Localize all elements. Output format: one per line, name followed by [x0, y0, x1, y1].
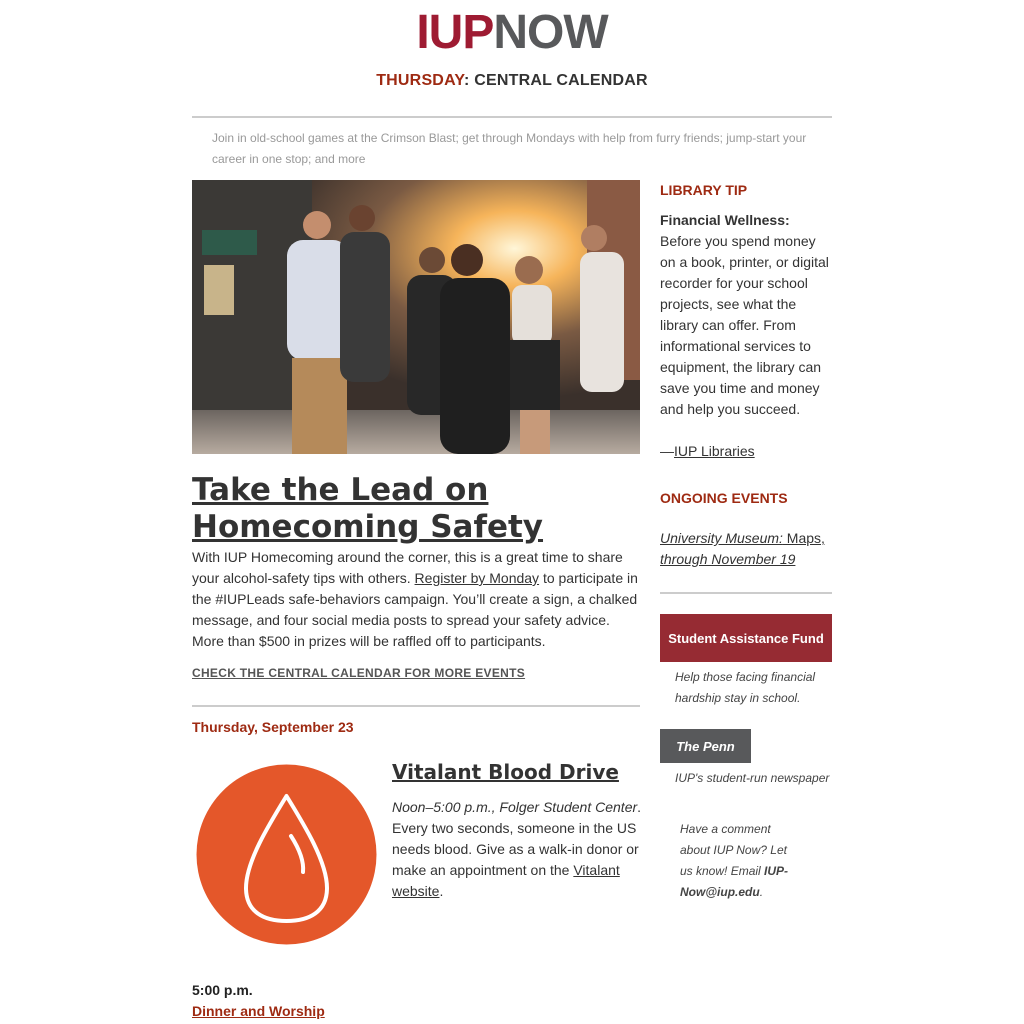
divider: [660, 592, 832, 594]
issue-subtitle: [0, 72, 1024, 90]
student-assistance-fund-description: Help those facing financial hardship stay in school.: [675, 670, 816, 705]
library-tip-heading: LIBRARY TIP: [660, 182, 748, 198]
feedback-text-2: .: [759, 885, 764, 899]
iupnow-logo[interactable]: [0, 8, 1024, 58]
ongoing-event-name: Maps,: [782, 530, 825, 546]
event-desc-text-2: .: [439, 883, 444, 899]
library-tip-lead: Financial Wellness:: [660, 212, 790, 228]
iup-libraries-link[interactable]: IUP Libraries: [674, 443, 755, 459]
ongoing-event-link[interactable]: [660, 530, 825, 567]
divider: [192, 116, 832, 118]
logo-now: NOW: [493, 6, 608, 59]
ongoing-events-heading: ONGOING EVENTS: [660, 490, 788, 506]
the-penn-description: IUP's student-run newspaper: [675, 771, 830, 785]
vitalant-link[interactable]: Vitalant website: [392, 862, 620, 899]
divider: [192, 705, 640, 707]
masthead: [0, 8, 1024, 90]
hero-photo[interactable]: [192, 180, 640, 454]
feedback-email-link[interactable]: IUP-Now@iup.edu: [680, 864, 789, 899]
ongoing-event-dates: through November 19: [660, 551, 796, 567]
blood-drop-icon[interactable]: [196, 764, 377, 945]
feature-headline[interactable]: Take the Lead on Homecoming Safety: [192, 472, 544, 545]
subtitle-section: : CENTRAL CALENDAR: [464, 72, 648, 89]
event-title-blood-drive[interactable]: Vitalant Blood Drive: [392, 760, 619, 784]
calendar-date-heading: Thursday, September 23: [192, 719, 354, 735]
central-calendar-link[interactable]: CHECK THE CENTRAL CALENDAR FOR MORE EVENTS: [192, 666, 526, 680]
library-tip-text: [660, 210, 832, 420]
event-time: 5:00 p.m.: [192, 982, 253, 998]
event-title-dinner-worship[interactable]: Dinner and Worship: [192, 1003, 325, 1019]
the-penn-button[interactable]: The Penn: [660, 729, 751, 763]
library-tip-body: Before you spend money on a book, printer, or digital recorder for your school projects, see what the library can offer. From informational services to equipment, the library can save you time and money and help you succeed.: [660, 233, 829, 417]
feature-body-text-1: With IUP Homecoming around the corner, this is a great time to share your alcohol-safety tips with others.: [192, 549, 623, 586]
event-desc-text-1: . Every two seconds, someone in the US needs blood. Give as a walk-in donor or make an appointment on the: [392, 799, 642, 878]
feature-body: [192, 547, 640, 652]
ongoing-event-venue: University Museum:: [660, 530, 783, 546]
logo-iup: IUP: [416, 6, 494, 59]
ongoing-event-item[interactable]: [660, 528, 832, 570]
library-credit: [660, 441, 832, 462]
issue-teaser: Join in old-school games at the Crimson Blast; get through Mondays with help from furry friends; jump-start your career in one stop; and more: [212, 131, 807, 166]
subtitle-day: THURSDAY: [376, 72, 465, 89]
feedback-text-1: Have a comment about IUP Now? Let us know! Email: [680, 822, 787, 878]
register-link[interactable]: Register by Monday: [414, 570, 540, 586]
library-dash: —: [660, 443, 674, 459]
student-assistance-fund-button[interactable]: Student Assistance Fund: [660, 614, 832, 662]
feedback-note: [680, 819, 800, 903]
event-when: Noon–5:00 p.m., Folger Student Center: [392, 799, 638, 815]
feature-body-text-2: to participate in the #IUPLeads safe-behaviors campaign. You’ll create a sign, a chalked message, and four social media posts to spread your safety advice. More than $500 in prizes will be raffled off to participants.: [192, 570, 638, 649]
event-description-blood-drive: [392, 797, 642, 902]
